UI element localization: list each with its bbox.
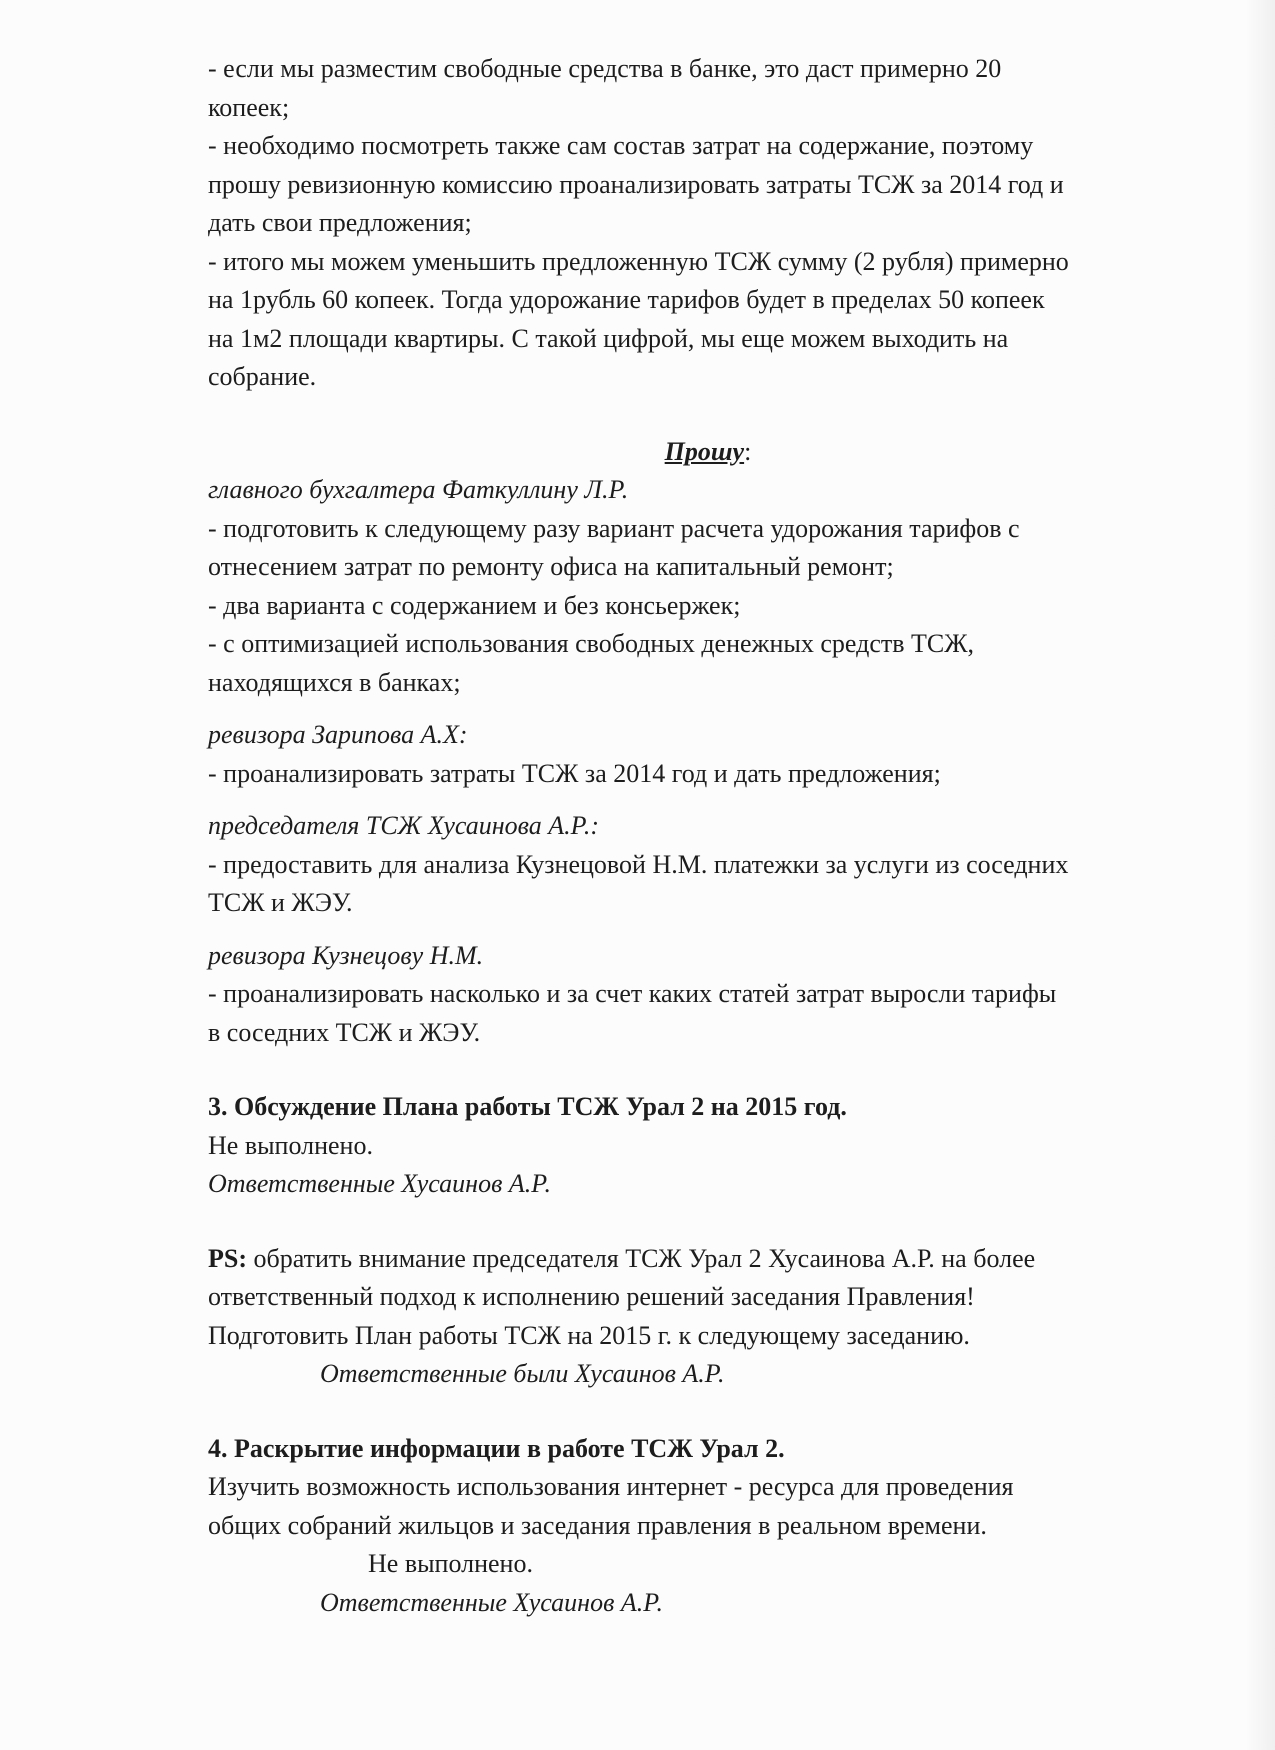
text-line: находящихся в банках; <box>208 667 461 697</box>
ps-text: обратить внимание председателя ТСЖ Урал 2 Хусаинова А.Р. на более <box>247 1243 1036 1273</box>
text-line: - два варианта с содержанием и без консьержек; <box>208 590 741 620</box>
text-line: общих собраний жильцов и заседания правления в реальном времени. <box>208 1510 987 1540</box>
request-heading-colon: : <box>744 436 752 466</box>
request-chairman <box>208 807 1208 923</box>
text-line: на 1м2 площади квартиры. С такой цифрой, мы еще можем выходить на <box>208 323 1009 353</box>
request-heading-text: Прошу <box>664 436 745 466</box>
person-title: ревизора Зарипова А.Х: <box>208 720 468 749</box>
text-line: - проанализировать затраты ТСЖ за 2014 год и дать предложения; <box>208 758 941 788</box>
section-3 <box>208 1088 1208 1394</box>
request-auditor-zaripov <box>208 716 1208 793</box>
request-accountant <box>208 471 1208 702</box>
block-savings <box>208 50 1208 397</box>
text-line: Подготовить План работы ТСЖ на 2015 г. к следующему заседанию. <box>208 1320 970 1350</box>
text-line: - проанализировать насколько и за счет каких статей затрат выросли тарифы <box>208 979 1057 1008</box>
text-line: Изучить возможность использования интернет - ресурса для проведения <box>208 1472 1014 1501</box>
request-auditor-kuznetsova <box>208 937 1208 1053</box>
text-line: - с оптимизацией использования свободных денежных средств ТСЖ, <box>208 629 975 658</box>
responsible-text: Ответственные Хусаинов А.Р. <box>320 1587 664 1617</box>
request-heading <box>208 433 1208 472</box>
text-line: копеек; <box>208 92 290 122</box>
ps-line <box>208 1240 1208 1279</box>
text-line: прошу ревизионную комиссию проанализировать затраты ТСЖ за 2014 год и <box>208 169 1064 199</box>
scan-edge-shadow <box>1245 0 1275 1750</box>
section-heading: 4. Раскрытие информации в работе ТСЖ Урал 2. <box>208 1433 785 1463</box>
text-line: дать свои предложения; <box>208 208 472 237</box>
section-4 <box>208 1430 1208 1623</box>
person-title: главного бухгалтера Фаткуллину Л.Р. <box>208 475 629 504</box>
text-line: - предоставить для анализа Кузнецовой Н.М. платежки за услуги из соседних <box>208 849 1069 879</box>
responsible-text: Ответственные были Хусаинов А.Р. <box>320 1359 725 1388</box>
ps-label: PS: <box>208 1243 247 1273</box>
text-line: - необходимо посмотреть также сам состав затрат на содержание, поэтому <box>208 131 1034 160</box>
section-heading: 3. Обсуждение Плана работы ТСЖ Урал 2 на 2015 год. <box>208 1092 847 1121</box>
text-line: - если мы разместим свободные средства в банке, это даст примерно 20 <box>208 54 1002 83</box>
text-line: отнесением затрат по ремонту офиса на капитальный ремонт; <box>208 552 894 581</box>
text-line: ответственный подход к исполнению решений заседания Правления! <box>208 1282 975 1311</box>
person-title: ревизора Кузнецову Н.М. <box>208 940 484 970</box>
person-title: председателя ТСЖ Хусаинова А.Р.: <box>208 811 600 840</box>
status-text: Не выполнено. <box>368 1549 533 1578</box>
status-text: Не выполнено. <box>208 1130 373 1160</box>
document-body <box>208 50 1208 1622</box>
text-line: в соседних ТСЖ и ЖЭУ. <box>208 1017 481 1047</box>
text-line: собрание. <box>208 362 317 391</box>
text-line: - подготовить к следующему разу вариант расчета удорожания тарифов с <box>208 513 1020 543</box>
text-line: на 1рубль 60 копеек. Тогда удорожание тарифов будет в пределах 50 копеек <box>208 285 1045 314</box>
text-line: - итого мы можем уменьшить предложенную ТСЖ сумму (2 рубля) примерно <box>208 246 1069 276</box>
responsible-text: Ответственные Хусаинов А.Р. <box>208 1169 552 1198</box>
text-line: ТСЖ и ЖЭУ. <box>208 888 353 917</box>
